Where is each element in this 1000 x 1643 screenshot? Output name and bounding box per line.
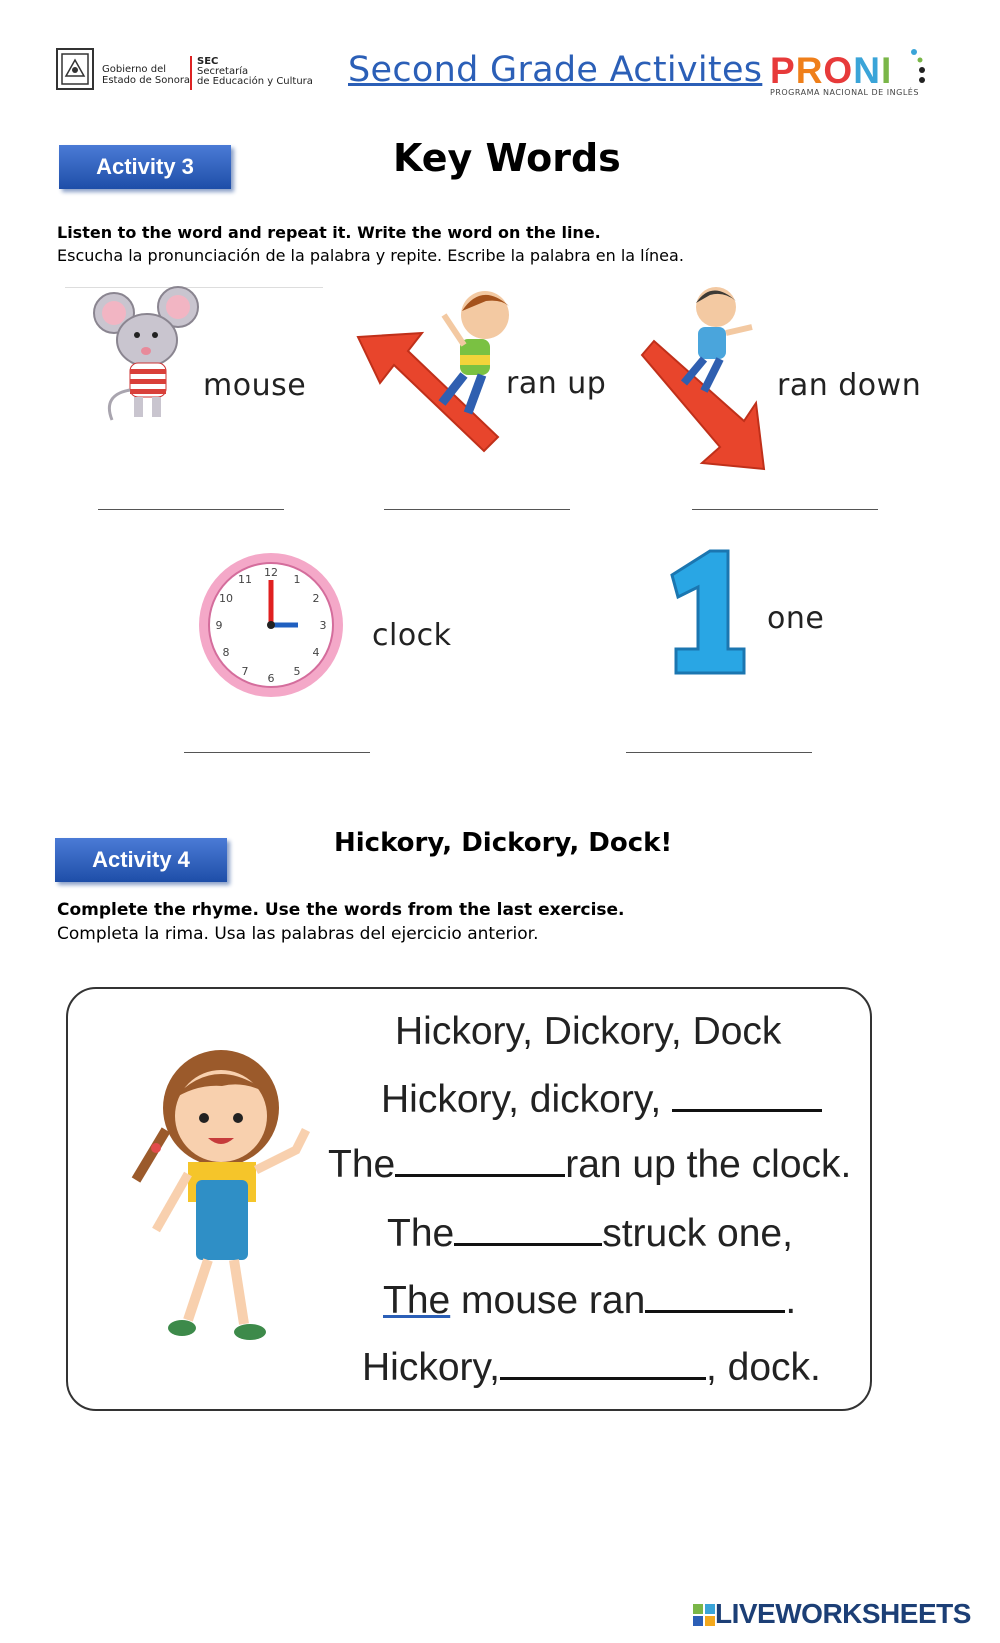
rhyme-line-4 (387, 1211, 793, 1256)
activity-4-badge: Activity 4 (55, 838, 227, 882)
rhyme-line-5 (383, 1278, 796, 1323)
svg-text:9: 9 (215, 619, 223, 632)
rhyme-text: Hickory, (362, 1346, 500, 1389)
proni-logo (770, 50, 892, 92)
svg-text:1: 1 (293, 573, 301, 586)
answer-line-ran-down[interactable] (692, 509, 878, 510)
answer-line-ran-up[interactable] (384, 509, 570, 510)
sec-text-line-3: de Educación y Cultura (197, 76, 313, 87)
answer-line-one[interactable] (626, 752, 812, 753)
key-words-title: Key Words (393, 136, 621, 180)
rhyme-text: The (387, 1212, 455, 1255)
sec-text-line-2: Secretaría (197, 66, 249, 77)
svg-text:7: 7 (241, 665, 249, 678)
clock-icon (196, 550, 346, 704)
word-one: one (767, 601, 825, 636)
liveworksheets-brand (693, 1598, 971, 1630)
proni-letter: P (770, 50, 796, 91)
instruction-en: Complete the rhyme. Use the words from the last exercise. (57, 900, 625, 920)
svg-text:4: 4 (312, 646, 320, 659)
word-mouse: mouse (203, 368, 307, 403)
rhyme-text: Hickory, dickory, (381, 1078, 662, 1121)
rhyme-text: ran up the clock. (565, 1143, 852, 1186)
instruction-es: Escucha la pronunciación de la palabra y repite. Escribe la palabra en la línea. (57, 246, 684, 265)
instruction-en: Listen to the word and repeat it. Write the word on the line. (57, 223, 601, 242)
gov-text-line-2: Estado de Sonora (102, 75, 191, 86)
svg-text:12: 12 (264, 566, 278, 579)
ran-down-illustration (640, 283, 780, 477)
svg-text:2: 2 (312, 592, 320, 605)
ran-up-illustration (352, 285, 532, 469)
rhyme-text: The (383, 1279, 451, 1322)
svg-text:10: 10 (219, 592, 233, 605)
rhyme-text: The (328, 1143, 396, 1186)
answer-line-mouse[interactable] (98, 509, 284, 510)
mouse-illustration (92, 285, 202, 429)
gov-text (102, 64, 190, 86)
rhyme-line-1: Hickory, Dickory, Dock (395, 1010, 782, 1053)
word-clock: clock (372, 618, 452, 653)
rhyme-text: struck one, (602, 1212, 793, 1255)
rhyme-blank-2[interactable] (395, 1142, 565, 1177)
svg-text:5: 5 (293, 665, 301, 678)
gov-text-line-1: Gobierno del (102, 64, 166, 75)
word-ran-up: ran up (506, 366, 607, 401)
rhyme-text: . (785, 1279, 797, 1322)
svg-text:6: 6 (267, 672, 275, 685)
rhyme-blank-3[interactable] (454, 1211, 602, 1246)
proni-letter: N (853, 50, 881, 91)
rhyme-blank-4[interactable] (645, 1278, 785, 1313)
page-title: Second Grade Activites (348, 50, 763, 90)
proni-letter: I (880, 50, 893, 91)
sec-divider (190, 56, 192, 90)
sec-text-line-1: SEC (197, 56, 219, 67)
rhyme-text: , dock. (705, 1346, 821, 1389)
liveworksheets-icon (693, 1604, 715, 1626)
word-ran-down: ran down (777, 368, 922, 403)
brand-text: LIVEWORKSHEETS (715, 1598, 971, 1629)
rhyme-line-6 (362, 1345, 821, 1390)
rhyme-line-2 (381, 1077, 822, 1122)
rhyme-title: Hickory, Dickory, Dock! (334, 828, 673, 858)
sec-text (197, 57, 313, 87)
answer-line-clock[interactable] (184, 752, 370, 753)
rhyme-text: mouse ran (450, 1279, 646, 1322)
instruction-es: Completa la rima. Usa las palabras del ejercicio anterior. (57, 924, 539, 944)
number-one-icon (658, 545, 753, 684)
girl-illustration (126, 1040, 326, 1354)
proni-subtitle: PROGRAMA NACIONAL DE INGLÉS (770, 88, 919, 97)
svg-text:3: 3 (319, 619, 327, 632)
proni-dots-icon (908, 48, 928, 88)
rhyme-line-3 (328, 1142, 851, 1187)
rhyme-blank-5[interactable] (500, 1345, 706, 1380)
svg-text:8: 8 (222, 646, 230, 659)
svg-text:11: 11 (238, 573, 252, 586)
proni-letter: R (795, 50, 824, 91)
sonora-government-logo (56, 48, 94, 90)
activity-3-badge: Activity 3 (59, 145, 231, 189)
proni-letter: O (823, 50, 854, 91)
rhyme-blank-1[interactable] (672, 1077, 822, 1112)
